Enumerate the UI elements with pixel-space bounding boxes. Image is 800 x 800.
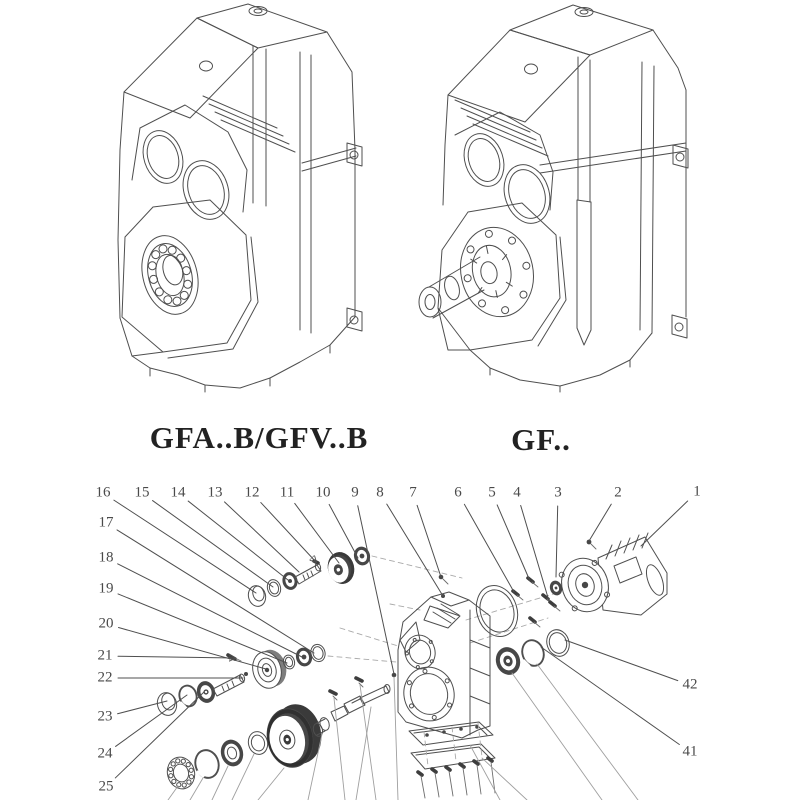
callout-24: 24 [97, 745, 113, 762]
callout-9: 9 [351, 484, 359, 501]
leader-line-23 [118, 701, 167, 714]
callout-17: 17 [98, 514, 114, 531]
callout-20: 20 [98, 615, 114, 632]
input-gear [324, 549, 357, 587]
leader-line-7 [417, 505, 441, 577]
callout-10: 10 [315, 484, 331, 501]
callout-25: 25 [98, 778, 114, 795]
callout-8: 8 [376, 484, 384, 501]
callout-42: 42 [682, 676, 698, 693]
leader-line-15 [153, 501, 273, 587]
callout-15: 15 [134, 484, 150, 501]
callout-12: 12 [244, 484, 260, 501]
callout-7: 7 [409, 484, 417, 501]
leader-line-18 [118, 564, 302, 657]
callout-23: 23 [97, 708, 113, 725]
leader-line-42 [565, 640, 678, 681]
callout-22: 22 [97, 669, 113, 686]
callout-5: 5 [488, 484, 496, 501]
callout-11: 11 [279, 484, 295, 501]
leader-line-10 [329, 504, 358, 558]
gearbox-front-view-drawing [118, 4, 362, 392]
motor [555, 533, 667, 618]
leader-line-13 [224, 502, 299, 572]
leader-line-16 [114, 500, 256, 593]
output-flange-face [452, 220, 541, 323]
model-label-right: GF.. [511, 422, 571, 457]
output-bearing-face [134, 229, 207, 320]
leader-line-2 [589, 504, 611, 541]
callout-16: 16 [95, 484, 111, 501]
motor-flange [555, 552, 615, 618]
leader-line-5 [497, 505, 530, 581]
callout-41: 41 [682, 743, 698, 760]
callout-3: 3 [554, 484, 562, 501]
model-label-left: GFA..B/GFV..B [149, 420, 369, 455]
ball-bearing [164, 754, 198, 792]
leader-line-4 [521, 505, 549, 601]
leader-line-12 [261, 503, 316, 562]
bearing-and-rings-set [492, 627, 572, 678]
callout-13: 13 [207, 484, 223, 501]
callout-18: 18 [98, 549, 114, 566]
leader-line-41 [541, 647, 679, 745]
callout-19: 19 [98, 580, 114, 597]
leader-line-9 [358, 506, 394, 674]
callout-6: 6 [454, 484, 462, 501]
callout-14: 14 [170, 484, 186, 501]
leader-line-20 [119, 628, 266, 669]
leader-line-17 [117, 530, 314, 653]
leader-line-6 [464, 504, 514, 592]
gearbox-output-view-drawing [419, 5, 688, 392]
callout-2: 2 [614, 484, 622, 501]
leader-line-19 [118, 594, 287, 663]
callout-21: 21 [97, 647, 113, 664]
leader-line-11 [295, 503, 339, 563]
callout-1: 1 [693, 483, 701, 500]
intermediate-gear-disc [249, 647, 291, 692]
leader-line-8 [387, 504, 443, 596]
leader-line-14 [188, 501, 288, 580]
callout-4: 4 [513, 484, 521, 501]
leader-line-1 [641, 501, 688, 546]
leader-line-21 [118, 656, 235, 658]
leader-line-24 [116, 695, 187, 746]
oil-seal-output [218, 737, 246, 769]
output-shaft [419, 257, 484, 318]
leader-line-3 [556, 506, 558, 577]
exploded-view-drawing [114, 500, 688, 800]
